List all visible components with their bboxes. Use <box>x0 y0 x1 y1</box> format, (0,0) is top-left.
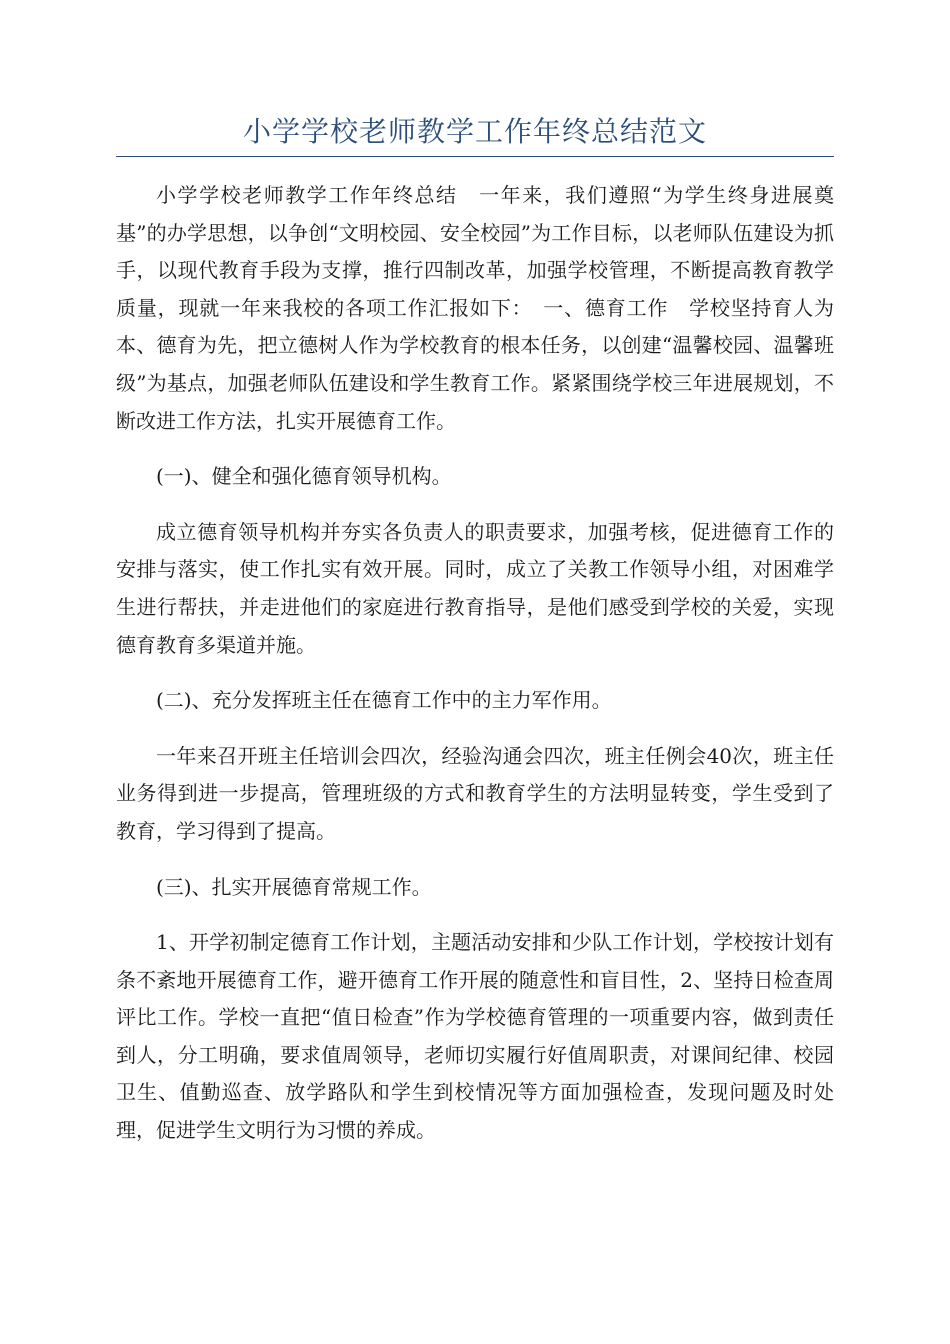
document-body <box>116 177 834 1150</box>
paragraph-intro: 小学学校老师教学工作年终总结 一年来，我们遵照“为学生终身进展奠基”的办学思想，以争创“文明校园、安全校园”为工作目标，以老师队伍建设为抓手，以现代教育手段为支撑，推行四制改革，加强学校管理，不断提高教育教学质量，现就一年来我校的各项工作汇报如下： 一、德育工作 学校坚持育人为本、德育为先，把立德树人作为学校教育的根本任务，以创建“温馨校园、温馨班级”为基点，加强老师队伍建设和学生教育工作。紧紧围绕学校三年进展规划，不断改进工作方法，扎实开展德育工作。 <box>116 183 834 433</box>
paragraph-heading-2: (二)、充分发挥班主任在德育工作中的主力军作用。 <box>156 688 612 713</box>
paragraph: 成立德育领导机构并夯实各负责人的职责要求，加强考核，促进德育工作的安排与落实，使工作扎实有效开展。同时，成立了关教工作领导小组，对困难学生进行帮扶，并走进他们的家庭进行教育指导，是他们感受到学校的关爱，实现德育教育多渠道并施。 <box>116 519 834 657</box>
paragraph: 1、开学初制定德育工作计划，主题活动安排和少队工作计划，学校按计划有条不紊地开展德育工作，避开德育工作开展的随意性和盲目性，2、坚持日检查周评比工作。学校一直把“值日检查”作为学校德育管理的一项重要内容，做到责任到人，分工明确，要求值周领导，老师切实履行好值周职责，对课间纪律、校园卫生、值勤巡查、放学路队和学生到校情况等方面加强检查，发现问题及时处理，促进学生文明行为习惯的养成。 <box>116 930 834 1143</box>
paragraph-heading-3: (三)、扎实开展德育常规工作。 <box>156 874 432 899</box>
document-title: 小学学校老师教学工作年终总结范文 <box>116 110 834 157</box>
paragraph: 一年来召开班主任培训会四次，经验沟通会四次，班主任例会40次，班主任业务得到进一步提高，管理班级的方式和教育学生的方法明显转变，学生受到了教育，学习得到了提高。 <box>116 743 834 843</box>
document-page <box>116 110 834 1168</box>
paragraph-heading-1: (一)、健全和强化德育领导机构。 <box>156 464 452 489</box>
